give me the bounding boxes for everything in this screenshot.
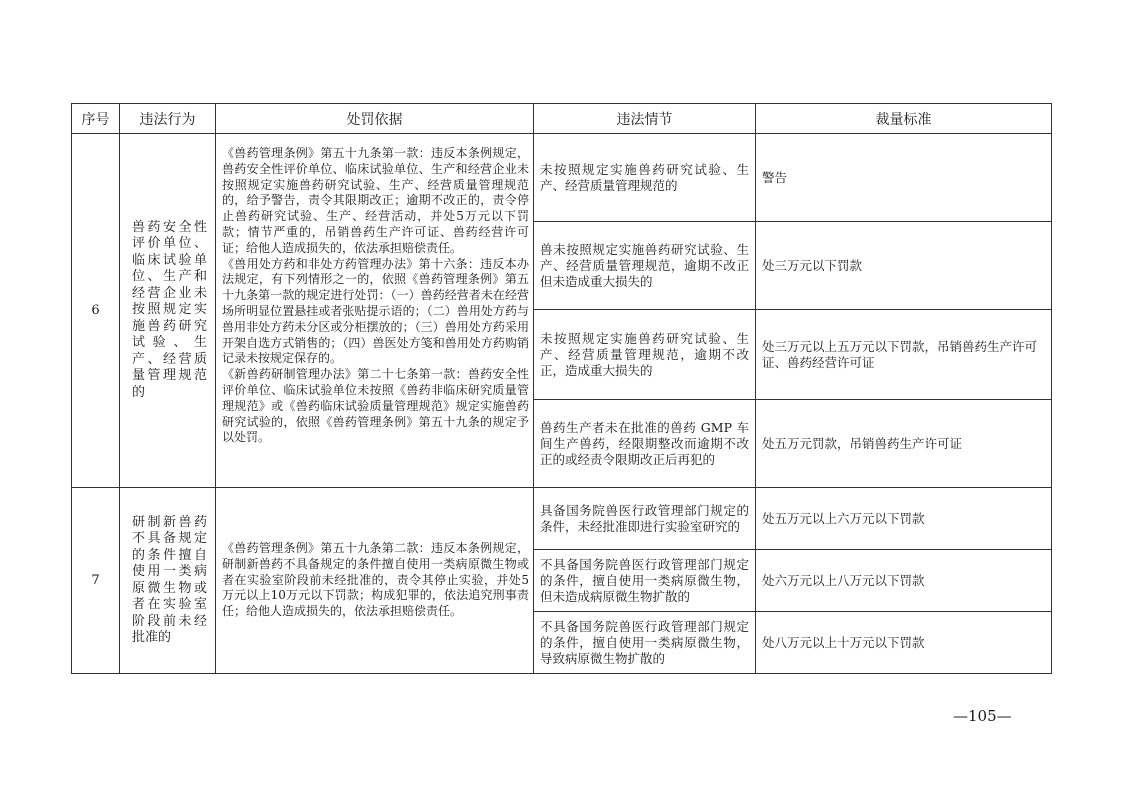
standard-text: 处八万元以上十万元以下罚款 bbox=[756, 612, 1052, 674]
standard-text: 处五万元罚款，吊销兽药生产许可证 bbox=[756, 400, 1052, 488]
basis-paragraph: 《新兽药研制管理办法》第二十七条第一款：兽药安全性评价单位、临床试验单位未按照《兽药非临床研究质量管理规范》或《兽药临床试验质量管理规范》规定实施兽药研究试验的，依照《兽药管理条例》第五十九条的规定予以处罚。 bbox=[222, 367, 529, 445]
header-serial: 序号 bbox=[72, 104, 120, 134]
header-row bbox=[72, 104, 1052, 134]
page-number: —105— bbox=[953, 707, 1012, 725]
circumstance-text: 兽未按照规定实施兽药研究试验、生产、经营质量管理规范，逾期不改正但未造成重大损失的 bbox=[534, 222, 756, 310]
basis-paragraph: 《兽药管理条例》第五十九条第一款：违反本条例规定，兽药安全性评价单位、临床试验单位、生产和经营企业未按照规定实施兽药研究试验、生产、经营质量管理规范的，给予警告，责令其限期改正；逾期不改正的，责令停止兽药研究试验、生产、经营活动，并处5万元以下罚款；情节严重的，吊销兽药生产许可证、兽药经营许可证；给他人造成损失的，依法承担赔偿责任。 bbox=[222, 146, 529, 255]
table-row bbox=[72, 488, 1052, 550]
header-standard: 裁量标准 bbox=[756, 104, 1052, 134]
penalty-table-container bbox=[71, 103, 1051, 674]
circumstance-text: 不具备国务院兽医行政管理部门规定的条件，擅自使用一类病原微生物，导致病原微生物扩散的 bbox=[534, 612, 756, 674]
standard-text: 处三万元以下罚款 bbox=[756, 222, 1052, 310]
table-row bbox=[72, 134, 1052, 222]
penalty-basis bbox=[216, 134, 534, 488]
standard-text: 警告 bbox=[756, 134, 1052, 222]
standard-text: 处六万元以上八万元以下罚款 bbox=[756, 550, 1052, 612]
penalty-basis bbox=[216, 488, 534, 674]
standard-text: 处三万元以上五万元以下罚款，吊销兽药生产许可证、兽药经营许可证 bbox=[756, 310, 1052, 400]
header-basis: 处罚依据 bbox=[216, 104, 534, 134]
header-circumstance: 违法情节 bbox=[534, 104, 756, 134]
basis-paragraph: 《兽用处方药和非处方药管理办法》第十六条：违反本办法规定，有下列情形之一的，依照《兽药管理条例》第五十九条第一款的规定进行处罚：（一）兽药经营者未在经营场所明显位置悬挂或者张贴提示语的；（二）兽用处方药与兽用非处方药未分区或分柜摆放的；（三）兽用处方药采用开架自选方式销售的；（四）兽医处方笺和兽用处方药购销记录未按规定保存的。 bbox=[222, 256, 529, 366]
circumstance-text: 未按照规定实施兽药研究试验、生产、经营质量管理规范的 bbox=[534, 134, 756, 222]
circumstance-text: 兽药生产者未在批准的兽药 GMP 车间生产兽药，经限期整改而逾期不改正的或经责令限期改正后再犯的 bbox=[534, 400, 756, 488]
header-violation: 违法行为 bbox=[120, 104, 216, 134]
violation-text: 研制新兽药不具备规定的条件擅自使用一类病原微生物或者在实验室阶段前未经批准的 bbox=[120, 488, 216, 674]
basis-paragraph: 《兽药管理条例》第五十九条第二款：违反本条例规定，研制新兽药不具备规定的条件擅自使用一类病原微生物或者在实验室阶段前未经批准的，责令其停止实验，并处5万元以上10万元以下罚款；构成犯罪的，依法追究刑事责任；给他人造成损失的，依法承担赔偿责任。 bbox=[222, 541, 529, 619]
circumstance-text: 具备国务院兽医行政管理部门规定的条件，未经批准即进行实验室研究的 bbox=[534, 488, 756, 550]
penalty-table bbox=[71, 103, 1052, 674]
serial-number: 6 bbox=[72, 134, 120, 488]
violation-text: 兽药安全性评价单位、临床试验单位、生产和经营企业未按照规定实施兽药研究试验、生产、经营质量管理规范的 bbox=[120, 134, 216, 488]
circumstance-text: 未按照规定实施兽药研究试验、生产、经营质量管理规范，逾期不改正，造成重大损失的 bbox=[534, 310, 756, 400]
serial-number: 7 bbox=[72, 488, 120, 674]
circumstance-text: 不具备国务院兽医行政管理部门规定的条件，擅自使用一类病原微生物，但未造成病原微生物扩散的 bbox=[534, 550, 756, 612]
standard-text: 处五万元以上六万元以下罚款 bbox=[756, 488, 1052, 550]
